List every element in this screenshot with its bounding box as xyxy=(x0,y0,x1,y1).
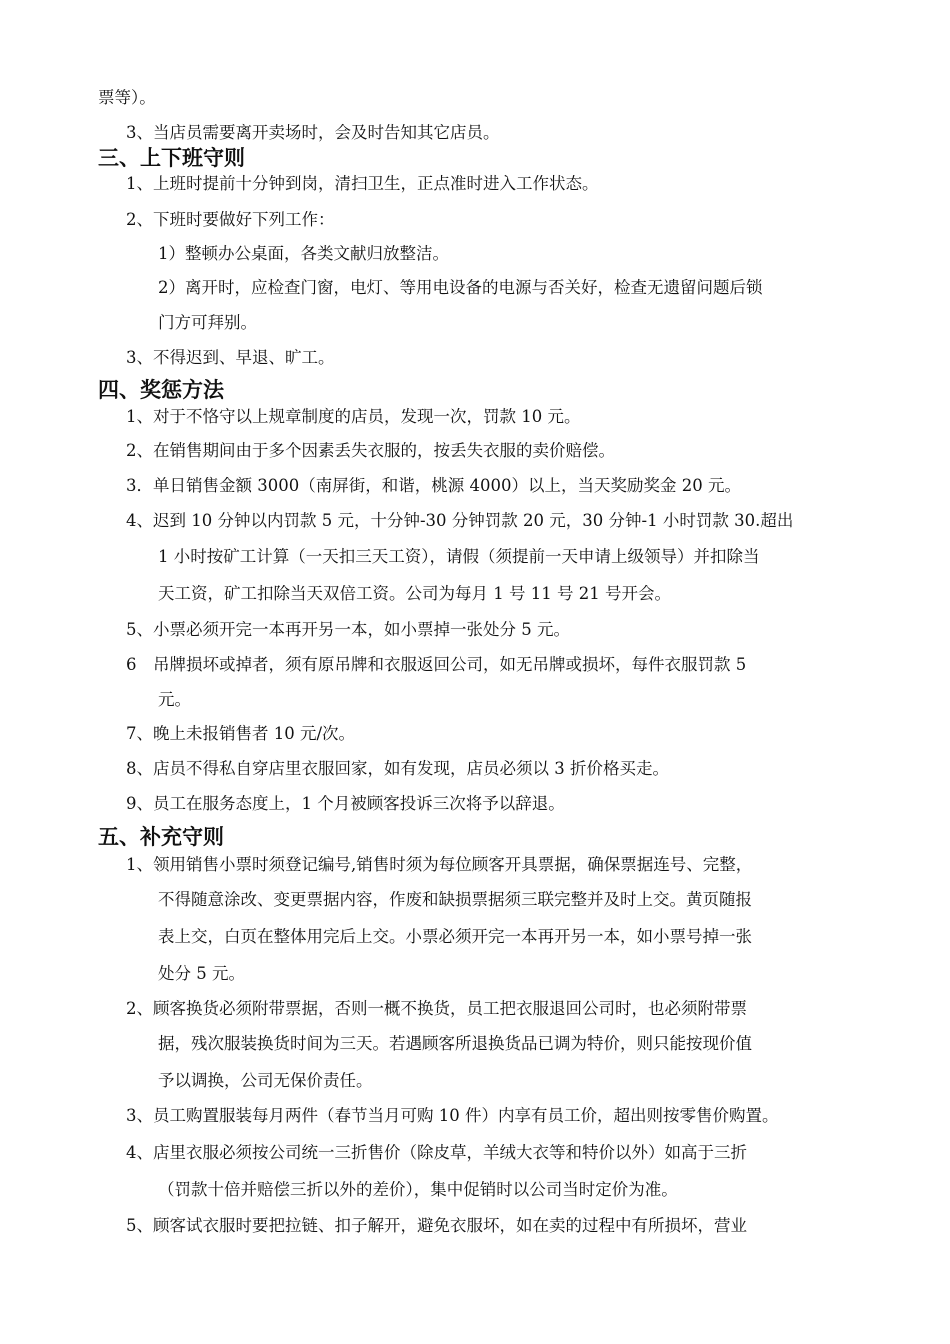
paragraph-line: 1、对于不恪守以上规章制度的店员，发现一次，罚款 10 元。 xyxy=(126,407,581,426)
paragraph-line: 不得随意涂改、变更票据内容，作废和缺损票据须三联完整并及时上交。黄页随报 xyxy=(158,890,752,909)
paragraph-line: 2、在销售期间由于多个因素丢失衣服的，按丢失衣服的卖价赔偿。 xyxy=(126,441,615,460)
paragraph-line: 处分 5 元。 xyxy=(158,964,245,983)
paragraph-line: 6 吊牌损坏或掉者，须有原吊牌和衣服返回公司，如无吊牌或损坏，每件衣服罚款 5 xyxy=(126,655,747,674)
paragraph-line: 7、晚上未报销售者 10 元/次。 xyxy=(126,724,356,743)
paragraph-line: 8、店员不得私自穿店里衣服回家，如有发现，店员必须以 3 折价格买走。 xyxy=(126,759,669,778)
paragraph-line: 元。 xyxy=(158,690,191,709)
paragraph-line: 3、员工购置服装每月两件（春节当月可购 10 件）内享有员工价，超出则按零售价购置。 xyxy=(126,1106,779,1125)
paragraph-line: 9、员工在服务态度上，1 个月被顾客投诉三次将予以辞退。 xyxy=(126,794,565,813)
paragraph-line: 1、领用销售小票时须登记编号,销售时须为每位顾客开具票据，确保票据连号、完整， xyxy=(126,855,753,874)
paragraph-line: 2、顾客换货必须附带票据，否则一概不换货，员工把衣服退回公司时，也必须附带票 xyxy=(126,999,747,1018)
paragraph-line: 3、当店员需要离开卖场时，会及时告知其它店员。 xyxy=(126,123,500,142)
paragraph-line: 门方可拜别。 xyxy=(158,313,257,332)
paragraph-line: 5、顾客试衣服时要把拉链、扣子解开，避免衣服坏，如在卖的过程中有所损坏，营业 xyxy=(126,1216,747,1235)
paragraph-line: 表上交，白页在整体用完后上交。小票必须开完一本再开另一本，如小票号掉一张 xyxy=(158,927,752,946)
paragraph-line: 天工资，矿工扣除当天双倍工资。公司为每月 1 号 11 号 21 号开会。 xyxy=(158,584,671,603)
paragraph-line: 票等）。 xyxy=(98,88,156,107)
paragraph-line: 1）整顿办公桌面，各类文献归放整洁。 xyxy=(158,244,449,263)
section-heading: 五、补充守则 xyxy=(98,825,224,849)
paragraph-line: 5、小票必须开完一本再开另一本，如小票掉一张处分 5 元。 xyxy=(126,620,570,639)
section-heading: 三、上下班守则 xyxy=(98,146,245,170)
paragraph-line: 4、店里衣服必须按公司统一三折售价（除皮草，羊绒大衣等和特价以外）如高于三折 xyxy=(126,1143,747,1162)
section-heading: 四、奖惩方法 xyxy=(98,378,224,402)
paragraph-line: 1 小时按矿工计算（一天扣三天工资），请假（须提前一天申请上级领导）并扣除当 xyxy=(158,547,760,566)
paragraph-line: 3．单日销售金额 3000（南屏街，和谐，桃源 4000）以上，当天奖励奖金 20 元。 xyxy=(126,476,741,495)
paragraph-line: 2、下班时要做好下列工作： xyxy=(126,210,335,229)
paragraph-line: 予以调换，公司无保价责任。 xyxy=(158,1071,373,1090)
paragraph-line: 1、上班时提前十分钟到岗，清扫卫生，正点准时进入工作状态。 xyxy=(126,174,599,193)
paragraph-line: （罚款十倍并赔偿三折以外的差价），集中促销时以公司当时定价为准。 xyxy=(158,1180,678,1199)
paragraph-line: 3、不得迟到、早退、旷工。 xyxy=(126,348,335,367)
paragraph-line: 2）离开时，应检查门窗，电灯、等用电设备的电源与否关好，检查无遗留问题后锁 xyxy=(158,278,763,297)
paragraph-line: 4、迟到 10 分钟以内罚款 5 元，十分钟-30 分钟罚款 20 元，30 分钟-1 小时罚款 30.超出 xyxy=(126,511,794,530)
paragraph-line: 据，残次服装换货时间为三天。若遇顾客所退换货品已调为特价，则只能按现价值 xyxy=(158,1034,752,1053)
